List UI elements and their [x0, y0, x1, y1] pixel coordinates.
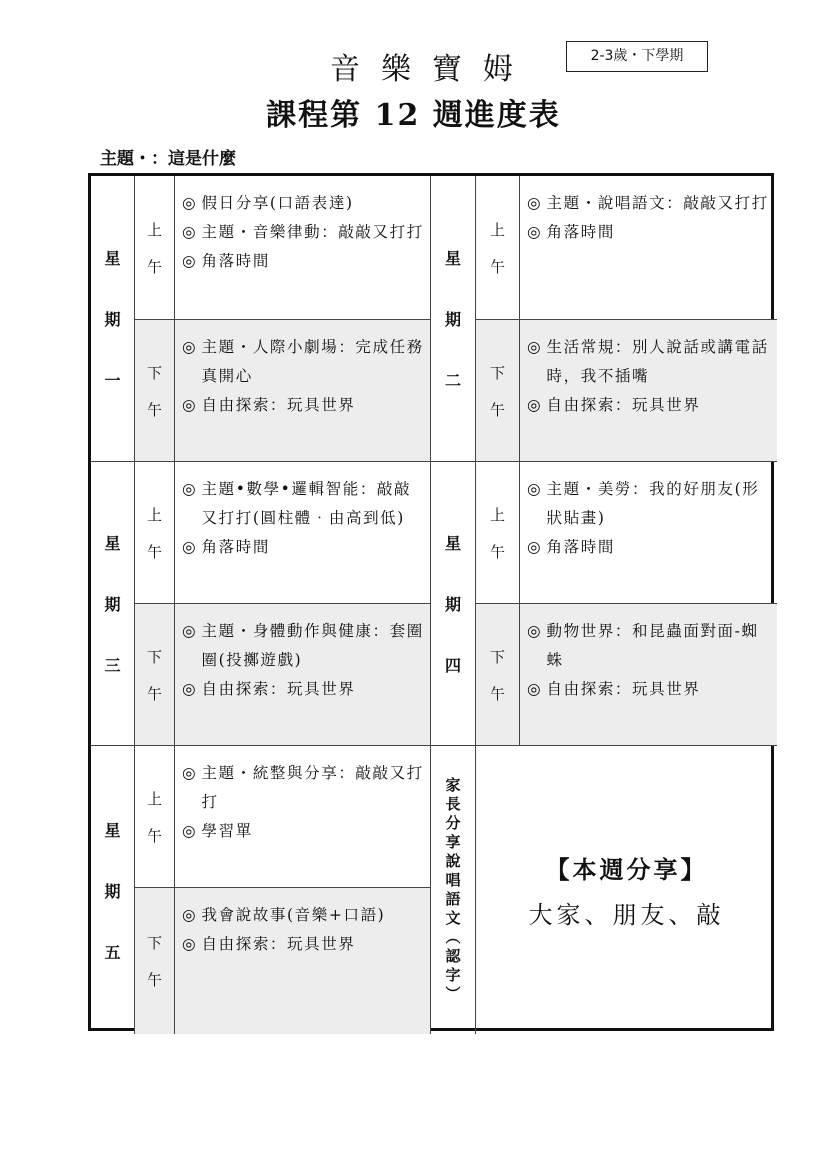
bullet-mark-icon: ◎	[527, 338, 541, 356]
label-char: 期	[104, 310, 121, 329]
label-char: 下	[146, 647, 162, 666]
schedule-thu-pm	[520, 604, 777, 746]
schedule-item-text: 主題•數學•邏輯智能：敲敲又打打(圓柱體‧由高到低)	[201, 480, 412, 527]
schedule-item-text: 主題・身體動作與健康：套圈圈(投擲遊戲)	[201, 622, 424, 669]
label-char: 午	[489, 542, 505, 561]
label-char: 上	[489, 220, 505, 239]
label-char: 享	[445, 833, 461, 851]
label-char: 星	[444, 249, 461, 268]
schedule-item	[527, 675, 771, 704]
period-am	[476, 462, 520, 604]
bullet-mark-icon: ◎	[182, 538, 196, 556]
period-pm	[135, 888, 175, 1034]
schedule-item-text: 主題・統整與分享：敲敲又打打	[201, 764, 424, 811]
schedule-item	[527, 333, 771, 391]
label-char: 下	[146, 934, 162, 952]
day-label-wed	[91, 462, 135, 746]
bullet-mark-icon: ◎	[527, 480, 541, 498]
label-char: 四	[444, 656, 461, 675]
label-char: 二	[444, 371, 461, 390]
label-char: 上	[146, 505, 162, 524]
label-char: 分	[445, 814, 461, 832]
label-char: 認	[445, 947, 461, 965]
schedule-item	[182, 759, 424, 817]
schedule-wed-am	[175, 462, 431, 604]
schedule-item-text: 主題・人際小劇場：完成任務真開心	[201, 338, 424, 385]
bullet-mark-icon: ◎	[182, 906, 196, 924]
schedule-item-text: 主題・說唱語文：敲敲又打打	[546, 194, 769, 212]
label-char: 午	[146, 400, 162, 419]
schedule-fri-pm	[175, 888, 431, 1034]
page-subtitle: 課程第 12 週進度表	[266, 98, 561, 133]
period-am	[135, 462, 175, 604]
schedule-item	[527, 218, 771, 247]
theme-label: 主題・：這是什麼	[100, 149, 236, 169]
period-am	[476, 176, 520, 320]
age-badge: 2-3歲・下學期	[566, 41, 708, 72]
schedule-item	[182, 675, 424, 704]
label-char: 長	[445, 795, 461, 813]
bullet-mark-icon: ◎	[182, 338, 196, 356]
schedule-item-text: 角落時間	[546, 223, 615, 241]
label-char: 星	[104, 249, 121, 268]
label-char: 語	[445, 890, 461, 908]
schedule-thu-am	[520, 462, 777, 604]
label-char: 下	[489, 647, 505, 666]
label-char: ︶	[445, 985, 461, 1003]
bullet-mark-icon: ◎	[182, 822, 196, 840]
label-char: 午	[489, 257, 505, 276]
label-char: 午	[146, 257, 162, 276]
schedule-item	[527, 475, 771, 533]
period-am	[135, 746, 175, 888]
label-char: 三	[104, 656, 121, 675]
schedule-item	[527, 533, 771, 562]
label-char: 午	[489, 400, 505, 419]
bullet-mark-icon: ◎	[527, 396, 541, 414]
bullet-mark-icon: ◎	[182, 223, 196, 241]
schedule-item	[182, 218, 424, 247]
bullet-mark-icon: ◎	[182, 396, 196, 414]
label-char: 上	[146, 220, 162, 239]
label-char: 午	[489, 684, 505, 703]
bullet-mark-icon: ◎	[182, 480, 196, 498]
label-char: ︵	[445, 928, 461, 946]
label-char: 星	[444, 534, 461, 553]
label-char: 期	[444, 310, 461, 329]
weekly-share-title: 【本週分享】	[545, 855, 708, 884]
label-char: 家	[445, 776, 461, 794]
schedule-tue-am	[520, 176, 777, 320]
label-char: 上	[146, 789, 162, 808]
label-char: 星	[104, 820, 121, 840]
schedule-item	[182, 391, 424, 420]
label-char: 字	[445, 966, 461, 984]
weekly-share-box	[476, 746, 777, 1034]
bullet-mark-icon: ◎	[527, 538, 541, 556]
label-char: 五	[104, 942, 121, 962]
bullet-mark-icon: ◎	[182, 194, 196, 212]
schedule-item-text: 學習單	[201, 822, 253, 840]
bullet-mark-icon: ◎	[182, 764, 196, 782]
bullet-mark-icon: ◎	[182, 252, 196, 270]
schedule-item-text: 假日分享(口語表達)	[201, 194, 354, 212]
schedule-item	[182, 247, 424, 276]
schedule-tue-pm	[520, 320, 777, 462]
schedule-item	[182, 333, 424, 391]
label-char: 下	[146, 363, 162, 382]
schedule-item	[527, 189, 771, 218]
schedule-item-text: 動物世界：和昆蟲面對面-蜘蛛	[546, 622, 759, 669]
weekly-share-words: 大家、朋友、敲	[528, 901, 725, 929]
schedule-item-text: 我會說故事(音樂+口語)	[201, 906, 386, 924]
day-label-fri	[91, 746, 135, 1034]
day-label-tue	[431, 176, 476, 462]
label-char: 期	[104, 881, 121, 901]
schedule-item	[182, 189, 424, 218]
label-char: 上	[489, 505, 505, 524]
label-char: 文	[445, 909, 461, 927]
schedule-item-text: 自由探索：玩具世界	[201, 396, 356, 414]
schedule-item	[182, 817, 424, 846]
schedule-table	[88, 173, 774, 1031]
schedule-item-text: 角落時間	[201, 252, 270, 270]
label-char: 唱	[445, 871, 461, 889]
schedule-item	[182, 930, 424, 959]
period-am	[135, 176, 175, 320]
label-char: 下	[489, 363, 505, 382]
period-pm	[135, 604, 175, 746]
schedule-item-text: 主題・音樂律動：敲敲又打打	[201, 223, 424, 241]
day-label-mon	[91, 176, 135, 462]
period-pm	[135, 320, 175, 462]
bullet-mark-icon: ◎	[182, 622, 196, 640]
schedule-item	[182, 901, 424, 930]
label-char: 一	[104, 371, 121, 390]
bullet-mark-icon: ◎	[527, 622, 541, 640]
period-pm	[476, 320, 520, 462]
bullet-mark-icon: ◎	[182, 680, 196, 698]
parent-sharing-label	[431, 746, 476, 1034]
label-char: 說	[445, 852, 461, 870]
label-char: 星	[104, 534, 121, 553]
schedule-item	[182, 533, 424, 562]
bullet-mark-icon: ◎	[527, 194, 541, 212]
label-char: 期	[104, 595, 121, 614]
schedule-mon-pm	[175, 320, 431, 462]
schedule-wed-pm	[175, 604, 431, 746]
label-char: 午	[146, 971, 162, 989]
label-char: 期	[444, 595, 461, 614]
schedule-fri-am	[175, 746, 431, 888]
schedule-item-text: 角落時間	[201, 538, 270, 556]
label-char: 午	[146, 684, 162, 703]
schedule-item	[527, 617, 771, 675]
schedule-item-text: 自由探索：玩具世界	[201, 680, 356, 698]
schedule-item-text: 自由探索：玩具世界	[546, 396, 701, 414]
header-title: 音樂寶姆	[330, 52, 534, 87]
schedule-item-text: 生活常規：別人說話或講電話時，我不插嘴	[546, 338, 769, 385]
period-pm	[476, 604, 520, 746]
schedule-item-text: 主題・美勞：我的好朋友(形狀貼畫)	[546, 480, 760, 527]
day-label-thu	[431, 462, 476, 746]
schedule-item	[182, 617, 424, 675]
bullet-mark-icon: ◎	[527, 223, 541, 241]
schedule-item-text: 角落時間	[546, 538, 615, 556]
schedule-item-text: 自由探索：玩具世界	[201, 935, 356, 953]
bullet-mark-icon: ◎	[527, 680, 541, 698]
schedule-item-text: 自由探索：玩具世界	[546, 680, 701, 698]
label-char: 午	[146, 826, 162, 845]
schedule-item	[182, 475, 424, 533]
bullet-mark-icon: ◎	[182, 935, 196, 953]
schedule-item	[527, 391, 771, 420]
label-char: 午	[146, 542, 162, 561]
schedule-mon-am	[175, 176, 431, 320]
